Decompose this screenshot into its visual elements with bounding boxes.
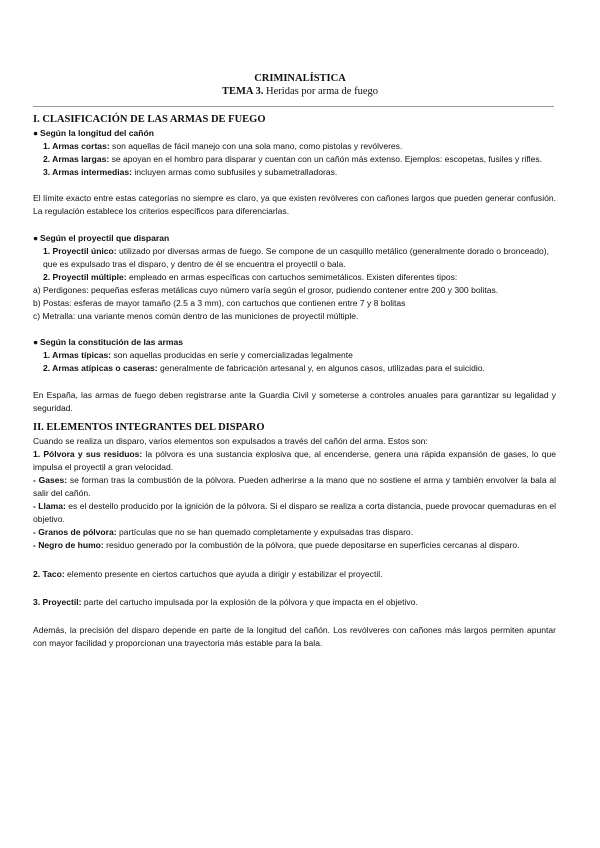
item-label: - Llama:	[33, 501, 66, 512]
item-label: 3. Proyectil:	[33, 596, 82, 607]
list-item	[33, 166, 556, 179]
list-item	[33, 140, 556, 153]
document-body	[33, 113, 556, 650]
list-item	[33, 526, 556, 539]
item-text: parte del cartucho impulsada por la explosión de la pólvora y que impacta en el objetivo.	[81, 596, 418, 607]
sub-list-item: b) Postas: esferas de mayor tamaño (2.5 a 3 mm), con cartuchos que contienen entre 7 y 8 bolitas	[33, 298, 406, 309]
item-text: empleado en armas específicas con cartuchos semimetálicos. Existen diferentes tipos:	[126, 271, 458, 282]
section-heading-1: I. CLASIFICACIÓN DE LAS ARMAS DE FUEGO	[33, 114, 266, 125]
subsection-title: Según el proyectil que disparan	[40, 232, 170, 243]
header-divider	[33, 106, 554, 107]
item-text: son aquellas producidas en serie y comercializadas legalmente	[111, 350, 353, 361]
subsection-heading	[33, 127, 556, 140]
item-label: 1. Pólvora y sus residuos:	[33, 448, 143, 459]
item-label: 2. Armas atípicas o caseras:	[43, 363, 158, 374]
paragraph: Además, la precisión del disparo depende en parte de la longitud del cañón. Los revólveres con cañones más largos permiten apuntar con mayor facilidad y proporcionan una trayectoria más estable para la bala.	[33, 624, 556, 648]
list-item	[33, 448, 556, 474]
item-text: es el destello producido por la ignición de la pólvora. Si el disparo se realiza a corta distancia, puede provocar quemaduras en el objetivo.	[33, 501, 556, 525]
item-text: se apoyan en el hombro para disparar y cuentan con un cañón más extenso. Ejemplos: escopetas, fusiles y rifles.	[109, 154, 543, 165]
section-heading-2: II. ELEMENTOS INTEGRANTES DEL DISPARO	[33, 421, 265, 433]
item-text: generalmente de fabricación artesanal y, en algunos casos, utilizadas para el suicidio.	[157, 363, 485, 374]
item-text: se forman tras la combustión de la pólvora. Pueden adherirse a la mano que no sostiene el arma y también envolver la bala al salir del cañón.	[33, 474, 556, 499]
subtitle-topic-name: Heridas por arma de fuego	[263, 86, 378, 97]
list-item	[33, 245, 556, 271]
list-item	[33, 153, 556, 166]
item-text: son aquellas de fácil manejo con una sola mano, como pistolas y revólveres.	[109, 141, 403, 152]
item-text: elemento presente en ciertos cartuchos que ayuda a dirigir y estabilizar el proyectil.	[64, 568, 383, 579]
item-label: 2. Taco:	[33, 568, 65, 579]
item-text: incluyen armas como subfusiles y subametralladoras.	[132, 167, 338, 178]
item-label: 1. Armas cortas:	[43, 141, 110, 152]
list-item	[33, 539, 556, 552]
list-item	[33, 568, 556, 581]
item-label: 2. Armas largas:	[43, 154, 110, 165]
item-label: 1. Armas típicas:	[43, 350, 112, 361]
bullet-icon: ●	[33, 232, 39, 243]
paragraph: Cuando se realiza un disparo, varios elementos son expulsados a través del cañón del arma. Estos son:	[33, 435, 428, 446]
bullet-icon: ●	[33, 337, 39, 348]
item-text: la pólvora es una sustancia explosiva que, al encenderse, genera una rápida expansión de gases, lo que impulsa el proyectil a gran velocidad.	[33, 448, 556, 472]
item-label: 2. Proyectil múltiple:	[43, 271, 127, 282]
item-label: 1. Proyectil único:	[43, 245, 117, 256]
paragraph: El límite exacto entre estas categorías no siempre es claro, ya que existen revólveres con cañones largos que pueden generar confusión. La regulación establece los criterios específicos para diferenciarlas.	[33, 193, 556, 217]
item-text: utilizado por diversas armas de fuego. Se compone de un casquillo metálico (generalmente dorado o bronceado), que es expulsado tras el disparo, y dentro de él se encuentra el proyectil o bala.	[43, 245, 549, 269]
sub-list-item: a) Perdigones: pequeñas esferas metálicas cuyo número varía según el grosor, pudiendo contener entre 200 y 300 bolitas.	[33, 284, 499, 295]
item-label: - Negro de humo:	[33, 540, 104, 551]
item-label: - Granos de pólvora:	[33, 527, 117, 538]
subtitle-topic-number: TEMA 3.	[222, 86, 264, 97]
item-label: 3. Armas intermedias:	[43, 167, 132, 178]
item-text: residuo generado por la combustión de la pólvora, que puede depositarse en superficies cercanas al disparo.	[103, 540, 520, 551]
list-item	[33, 596, 556, 609]
subsection-heading	[33, 336, 556, 349]
list-item	[33, 500, 556, 526]
item-label: - Gases:	[33, 474, 68, 485]
list-item	[33, 271, 556, 284]
document-subtitle	[0, 85, 600, 99]
document-header	[0, 72, 600, 99]
subsection-heading	[33, 232, 556, 245]
subsection-title: Según la constitución de las armas	[40, 337, 183, 348]
list-item	[33, 474, 556, 500]
bullet-icon: ●	[33, 128, 39, 138]
list-item	[33, 349, 556, 362]
subsection-title: Según la longitud del cañón	[40, 128, 154, 138]
document-title: CRIMINALÍSTICA	[254, 73, 346, 84]
sub-list-item: c) Metralla: una variante menos común dentro de las municiones de proyectil múltiple.	[33, 311, 359, 322]
paragraph: En España, las armas de fuego deben registrarse ante la Guardia Civil y someterse a controles anuales para garantizar su legalidad y seguridad.	[33, 389, 556, 413]
list-item	[33, 362, 556, 375]
item-text: partículas que no se han quemado completamente y expulsadas tras disparo.	[116, 527, 414, 538]
